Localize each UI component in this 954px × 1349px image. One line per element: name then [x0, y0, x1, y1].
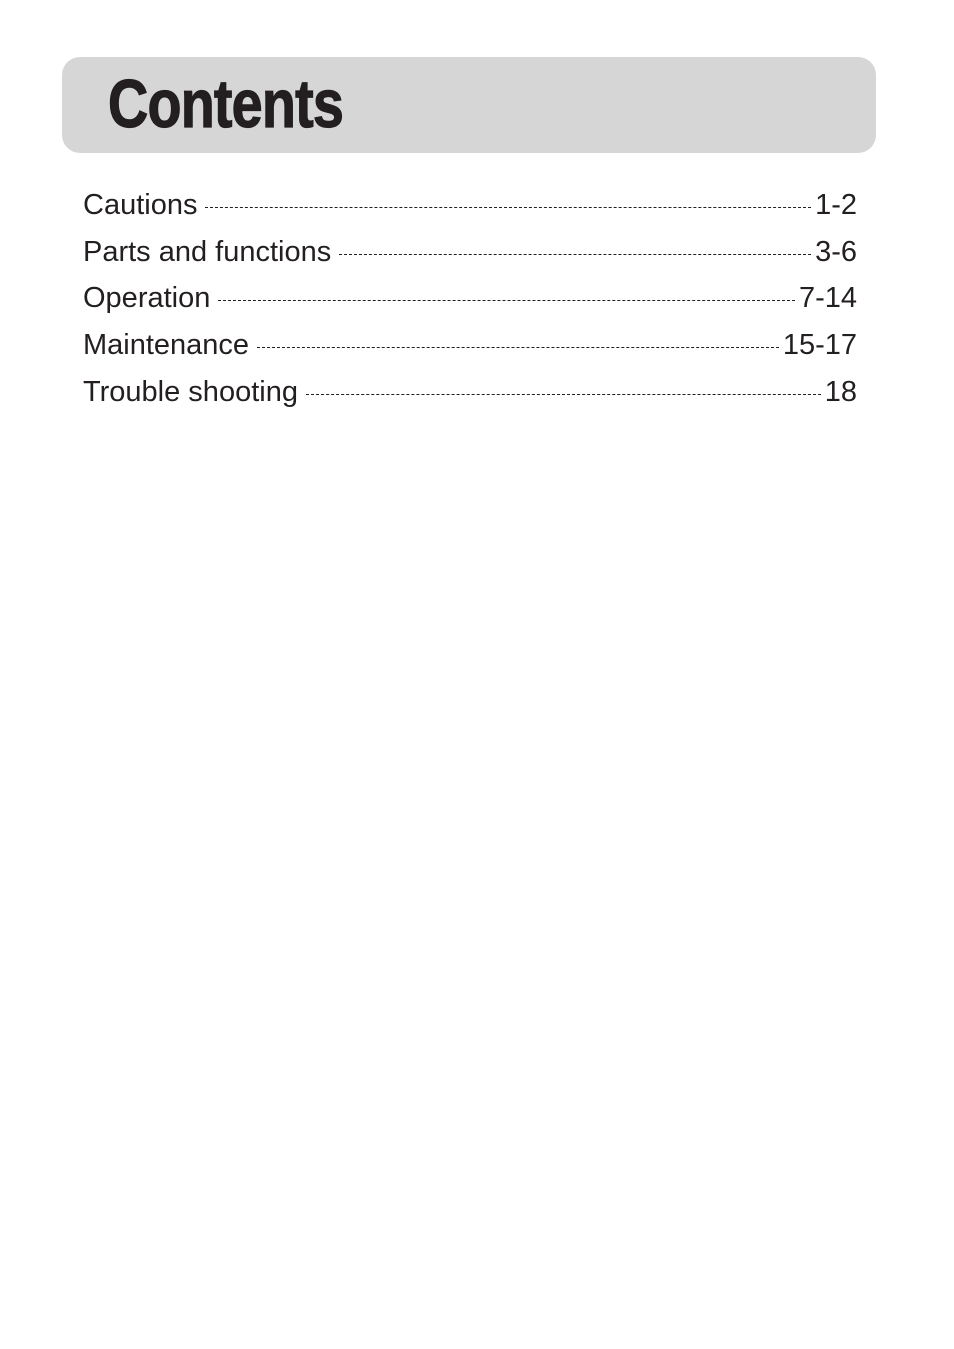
toc-entry-parts-and-functions[interactable] [83, 229, 857, 276]
toc-entry-page: 18 [824, 375, 857, 408]
toc-entry-label: Trouble shooting [83, 375, 298, 408]
page-title: Contents [108, 66, 344, 142]
toc-dot-leader [339, 254, 811, 255]
toc-entry-page: 3-6 [815, 235, 857, 268]
toc-entry-label: Cautions [83, 189, 198, 221]
toc-entry-maintenance[interactable] [83, 322, 857, 369]
toc-entry-page: 1-2 [815, 189, 857, 221]
toc-entry-operation[interactable] [83, 275, 857, 322]
toc-entry-page: 7-14 [798, 282, 857, 315]
toc-entry-trouble-shooting[interactable] [83, 369, 857, 416]
toc-dot-leader [218, 300, 795, 301]
toc-entry-label: Maintenance [83, 329, 250, 362]
toc-entry-label: Operation [83, 282, 211, 315]
table-of-contents [83, 182, 857, 415]
toc-entry-cautions[interactable] [83, 182, 857, 229]
toc-dot-leader [257, 347, 779, 348]
toc-entry-page: 15-17 [782, 329, 857, 362]
toc-dot-leader [205, 207, 811, 208]
toc-dot-leader [306, 394, 821, 395]
toc-entry-label: Parts and functions [83, 235, 332, 268]
